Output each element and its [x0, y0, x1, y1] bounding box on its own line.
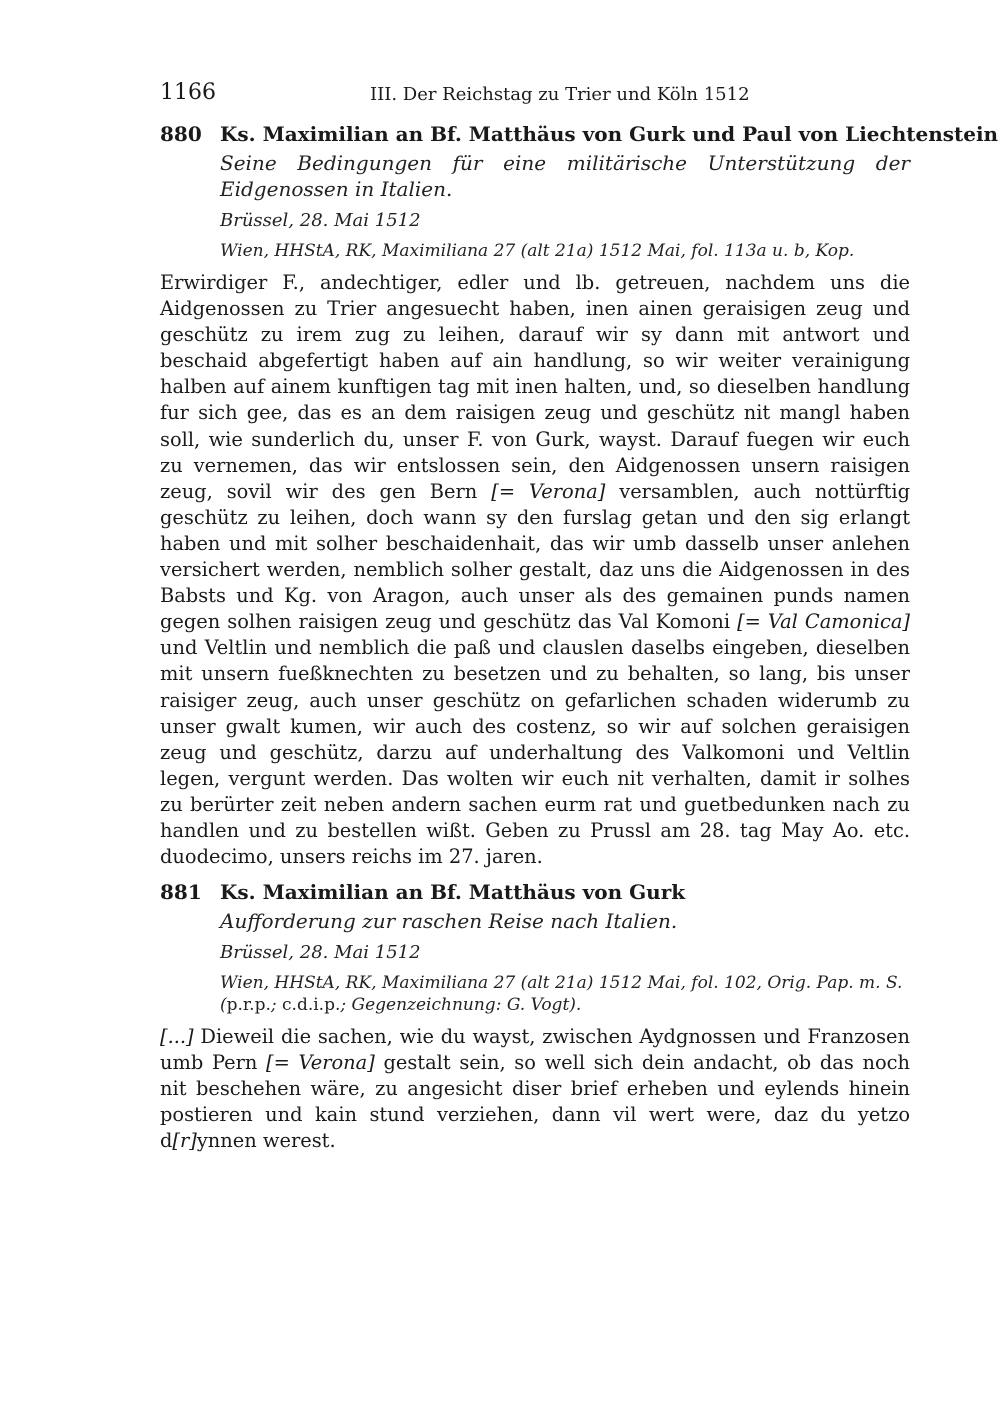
document-title: Ks. Maximilian an Bf. Matthäus von Gurk	[220, 880, 686, 904]
running-title: III. Der Reichstag zu Trier und Köln 1512	[370, 84, 750, 105]
text-segment: versamblen, auch nottürftig geschütz zu leihen, doch wann sy den furslag getan und den sig erlangt haben und mit solher beschaidenhait, das wir umb dasselb unser anlehen versichert werden, nemblich solher gestalt, daz uns die Aidgenossen in des Babsts und Kg. von Aragon, auch unser als des gemainen punds namen gegen solhen raisigen zeug und geschütz das Val Komoni	[160, 479, 910, 634]
document-source: Wien, HHStA, RK, Maximiliana 27 (alt 21a) 1512 Mai, fol. 113a u. b, Kop.	[220, 241, 855, 261]
document-text	[160, 1024, 910, 1154]
source-abbreviation: c.d.i.p.	[282, 995, 341, 1015]
document-text	[160, 270, 910, 870]
source-abbreviation: p.r.p.	[226, 995, 271, 1015]
document-number: 880	[160, 122, 202, 146]
text-segment: gestalt sein, so well sich dein andacht, ob das noch nit beschehen wäre, zu angesicht diser brief erheben und eylends hinein postieren und kain stund verziehen, dann vil wert were, daz du yetzo d	[160, 1051, 910, 1153]
text-segment: Dieweil die sachen, wie du wayst, zwischen Aydgnossen und Franzosen umb Pern	[160, 1025, 910, 1075]
running-header	[160, 78, 910, 108]
source-segment: Wien, HHStA, RK, Maximiliana 27 (alt 21a) 1512 Mai, fol. 102, Orig. Pap. m. S. (	[220, 973, 903, 1015]
source-segment: ; Gegenzeichnung: G. Vogt).	[340, 995, 582, 1015]
document-summary: Seine Bedingungen für eine militärische Unterstützung der Eidgenossen in Italien.	[220, 151, 910, 201]
document-date: Brüssel, 28. Mai 1512	[220, 942, 421, 963]
document-heading	[160, 876, 910, 908]
document-source	[220, 972, 910, 1016]
document-heading	[160, 118, 999, 150]
text-segment: ynnen werest.	[196, 1129, 336, 1153]
document-summary: Aufforderung zur raschen Reise nach Italien.	[220, 909, 678, 933]
editorial-note: [= Verona]	[266, 1051, 375, 1075]
text-segment: Erwirdiger F., andechtiger, edler und lb. getreuen, nachdem uns die Aidgenossen zu Trier angesuecht haben, inen ainen geraisigen zeug und geschütz zu irem zug zu leihen, darauf wir sy dann mit antwort und beschaid abgefertigt haben auf ain handlung, so wir weiter verainigung halben auf ainem kunftigen tag mit inen halten, und, so dieselben handlung fur sich gee, das es an dem raisigen zeug und geschütz nit mangl haben soll, wie sunderlich du, unser F. von Gurk, wayst. Darauf fuegen wir euch zu vernemen, das wir entslossen sein, den Aidgenossen unsern raisigen zeug, sovil wir des gen Bern	[160, 271, 910, 503]
page-number: 1166	[160, 80, 216, 105]
editorial-note: [r]	[172, 1129, 197, 1153]
editorial-note: [...]	[160, 1025, 194, 1048]
document-date: Brüssel, 28. Mai 1512	[220, 210, 421, 231]
document-number: 881	[160, 880, 202, 904]
text-segment: und Veltlin und nemblich die paß und clauslen daselbs eingeben, dieselben mit unsern fueßknechten zu besetzen und zu behalten, so lang, bis unser raisiger zeug, auch unser geschütz on gefarlichen schaden widerumb zu unser gwalt kumen, wir auch des costenz, so wir auf solchen geraisigen zeug und geschütz, darzu auf underhaltung des Valkomoni und Veltlin legen, vergunt werden. Das wolten wir euch nit verhalten, damit ir solhes zu berürter zeit neben andern sachen eurm rat und guetbedunken nach zu handlen und zu bestellen wißt. Geben zu Prussl am 28. tag May Ao. etc. duodecimo, unsers reichs im 27. jaren.	[160, 636, 910, 869]
document-title: Ks. Maximilian an Bf. Matthäus von Gurk und Paul von Liechtenstein	[220, 122, 999, 146]
source-segment: ;	[270, 995, 283, 1015]
editorial-note: [= Verona]	[491, 479, 606, 503]
editorial-note: [= Val Camonica]	[737, 610, 910, 634]
document-entry	[160, 876, 910, 1174]
document-entry	[160, 118, 999, 890]
